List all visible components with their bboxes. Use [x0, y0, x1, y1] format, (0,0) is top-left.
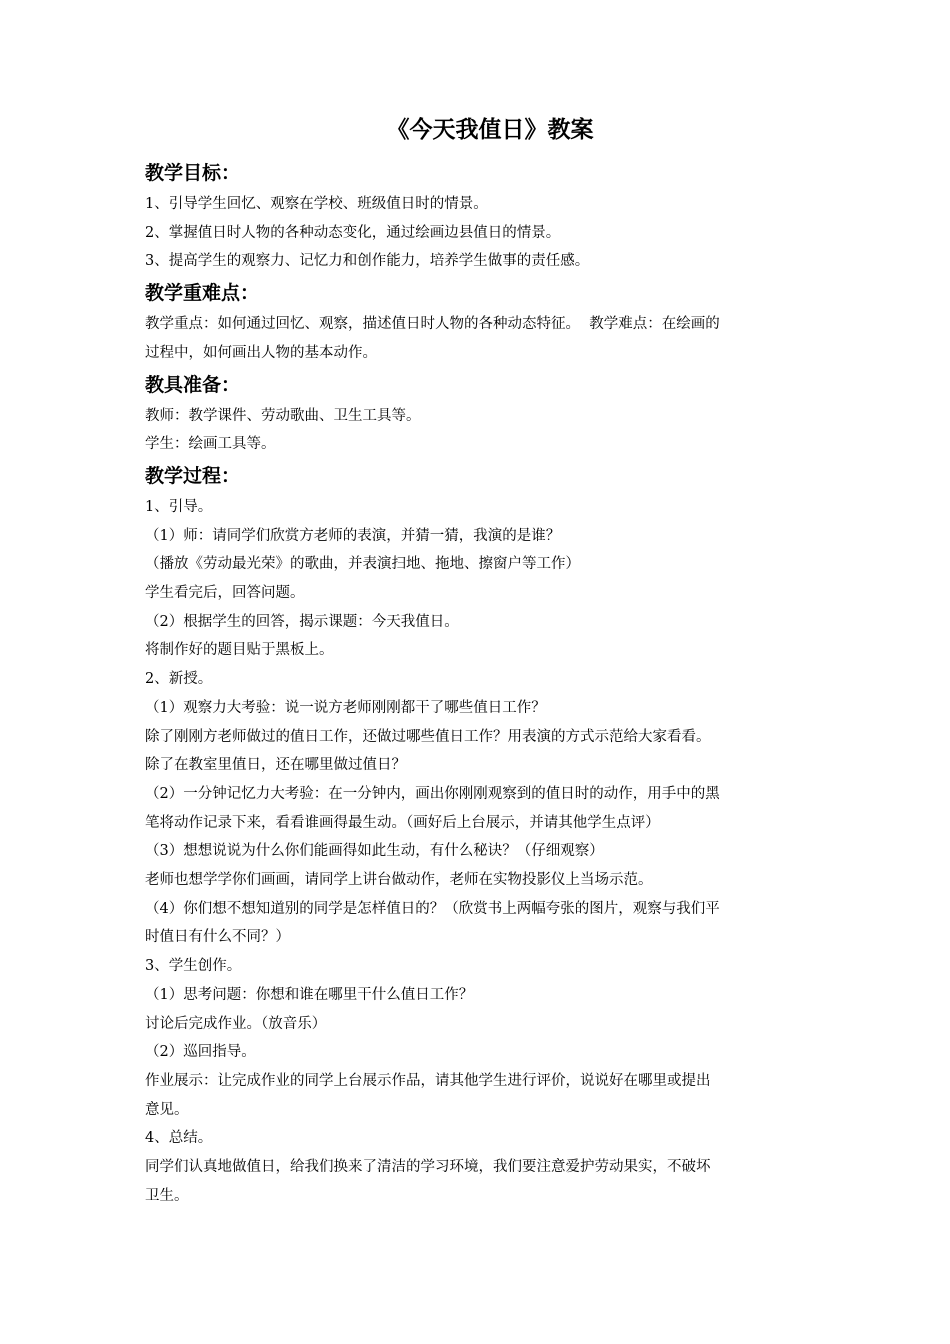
paragraph-line: 同学们认真地做值日，给我们换来了清洁的学习环境，我们要注意爱护劳动果实，不破坏 [145, 1159, 711, 1176]
paragraph-line: 过程中，如何画出人物的基本动作。 [145, 344, 377, 361]
paragraph-line: 学生看完后，回答问题。 [145, 585, 305, 602]
section-heading: 教学重难点： [145, 282, 260, 305]
paragraph-line: 老师也想学学你们画画，请同学上讲台做动作，老师在实物投影仪上当场示范。 [145, 872, 653, 889]
paragraph-line: 2、新授。 [145, 671, 213, 688]
paragraph-line: （2）一分钟记忆力大考验：在一分钟内，画出你刚刚观察到的值日时的动作，用手中的黑 [145, 785, 720, 802]
paragraph-line: 卫生。 [145, 1187, 189, 1204]
paragraph-line: 笔将动作记录下来，看看谁画得最生动。（画好后上台展示，并请其他学生点评） [145, 814, 660, 831]
section-heading: 教学过程： [145, 464, 241, 487]
section-heading: 教学目标： [145, 162, 241, 184]
paragraph-line: 意见。 [145, 1101, 189, 1118]
section [145, 368, 815, 459]
paragraph-line: （2）巡回指导。 [145, 1044, 256, 1061]
paragraph-line: 3、学生创作。 [145, 958, 242, 975]
section [145, 276, 815, 367]
paragraph-line: 作业展示：让完成作业的同学上台展示作品，请其他学生进行评价，说说好在哪里或提出 [145, 1072, 711, 1089]
paragraph-line: （1）思考问题：你想和谁在哪里干什么值日工作？ [145, 986, 474, 1003]
paragraph-line: 1、引导学生回忆、观察在学校、班级值日时的情景。 [145, 196, 488, 212]
paragraph-line: 3、提高学生的观察力、记忆力和创作能力，培养学生做事的责任感。 [145, 253, 590, 270]
paragraph-line: （1）观察力大考验：说一说方老师刚刚都干了哪些值日工作？ [145, 699, 546, 716]
section [145, 156, 815, 276]
document-title: 《今天我值日》教案 [386, 117, 594, 143]
paragraph-line: （2）根据学生的回答，揭示课题：今天我值日。 [145, 613, 459, 630]
section [145, 459, 815, 1211]
paragraph-line: 教师：教学课件、劳动歌曲、卫生工具等。 [145, 407, 421, 424]
paragraph-line: 1、引导。 [145, 498, 213, 515]
paragraph-line: 学生：绘画工具等。 [145, 436, 276, 453]
paragraph-line: （4）你们想不想知道别的同学是怎样值日的？（欣赏书上两幅夸张的图片，观察与我们平 [145, 900, 720, 917]
paragraph-line: 教学重点：如何通过回忆、观察，描述值日时人物的各种动态特征。 教学难点：在绘画的 [145, 316, 720, 333]
paragraph-line: （1）师：请同学们欣赏方老师的表演，并猜一猜，我演的是谁？ [145, 527, 561, 544]
paragraph-line: 除了刚刚方老师做过的值日工作，还做过哪些值日工作？用表演的方式示范给大家看看。 [145, 728, 711, 745]
document-body [145, 156, 815, 1211]
paragraph-line: 讨论后完成作业。（放音乐） [145, 1015, 327, 1032]
paragraph-line: （3）想想说说为什么你们能画得如此生动，有什么秘诀？（仔细观察） [145, 843, 604, 860]
paragraph-line: （播放《劳动最光荣》的歌曲，并表演扫地、拖地、擦窗户等工作） [145, 556, 580, 573]
paragraph-line: 4、总结。 [145, 1130, 213, 1147]
paragraph-line: 2、掌握值日时人物的各种动态变化，通过绘画边县值日的情景。 [145, 224, 561, 241]
paragraph-line: 将制作好的题目贴于黑板上。 [145, 642, 334, 659]
section-heading: 教具准备： [145, 373, 241, 396]
paragraph-line: 除了在教室里值日，还在哪里做过值日？ [145, 757, 406, 774]
paragraph-line: 时值日有什么不同？） [145, 929, 290, 946]
document-page [145, 110, 815, 1211]
